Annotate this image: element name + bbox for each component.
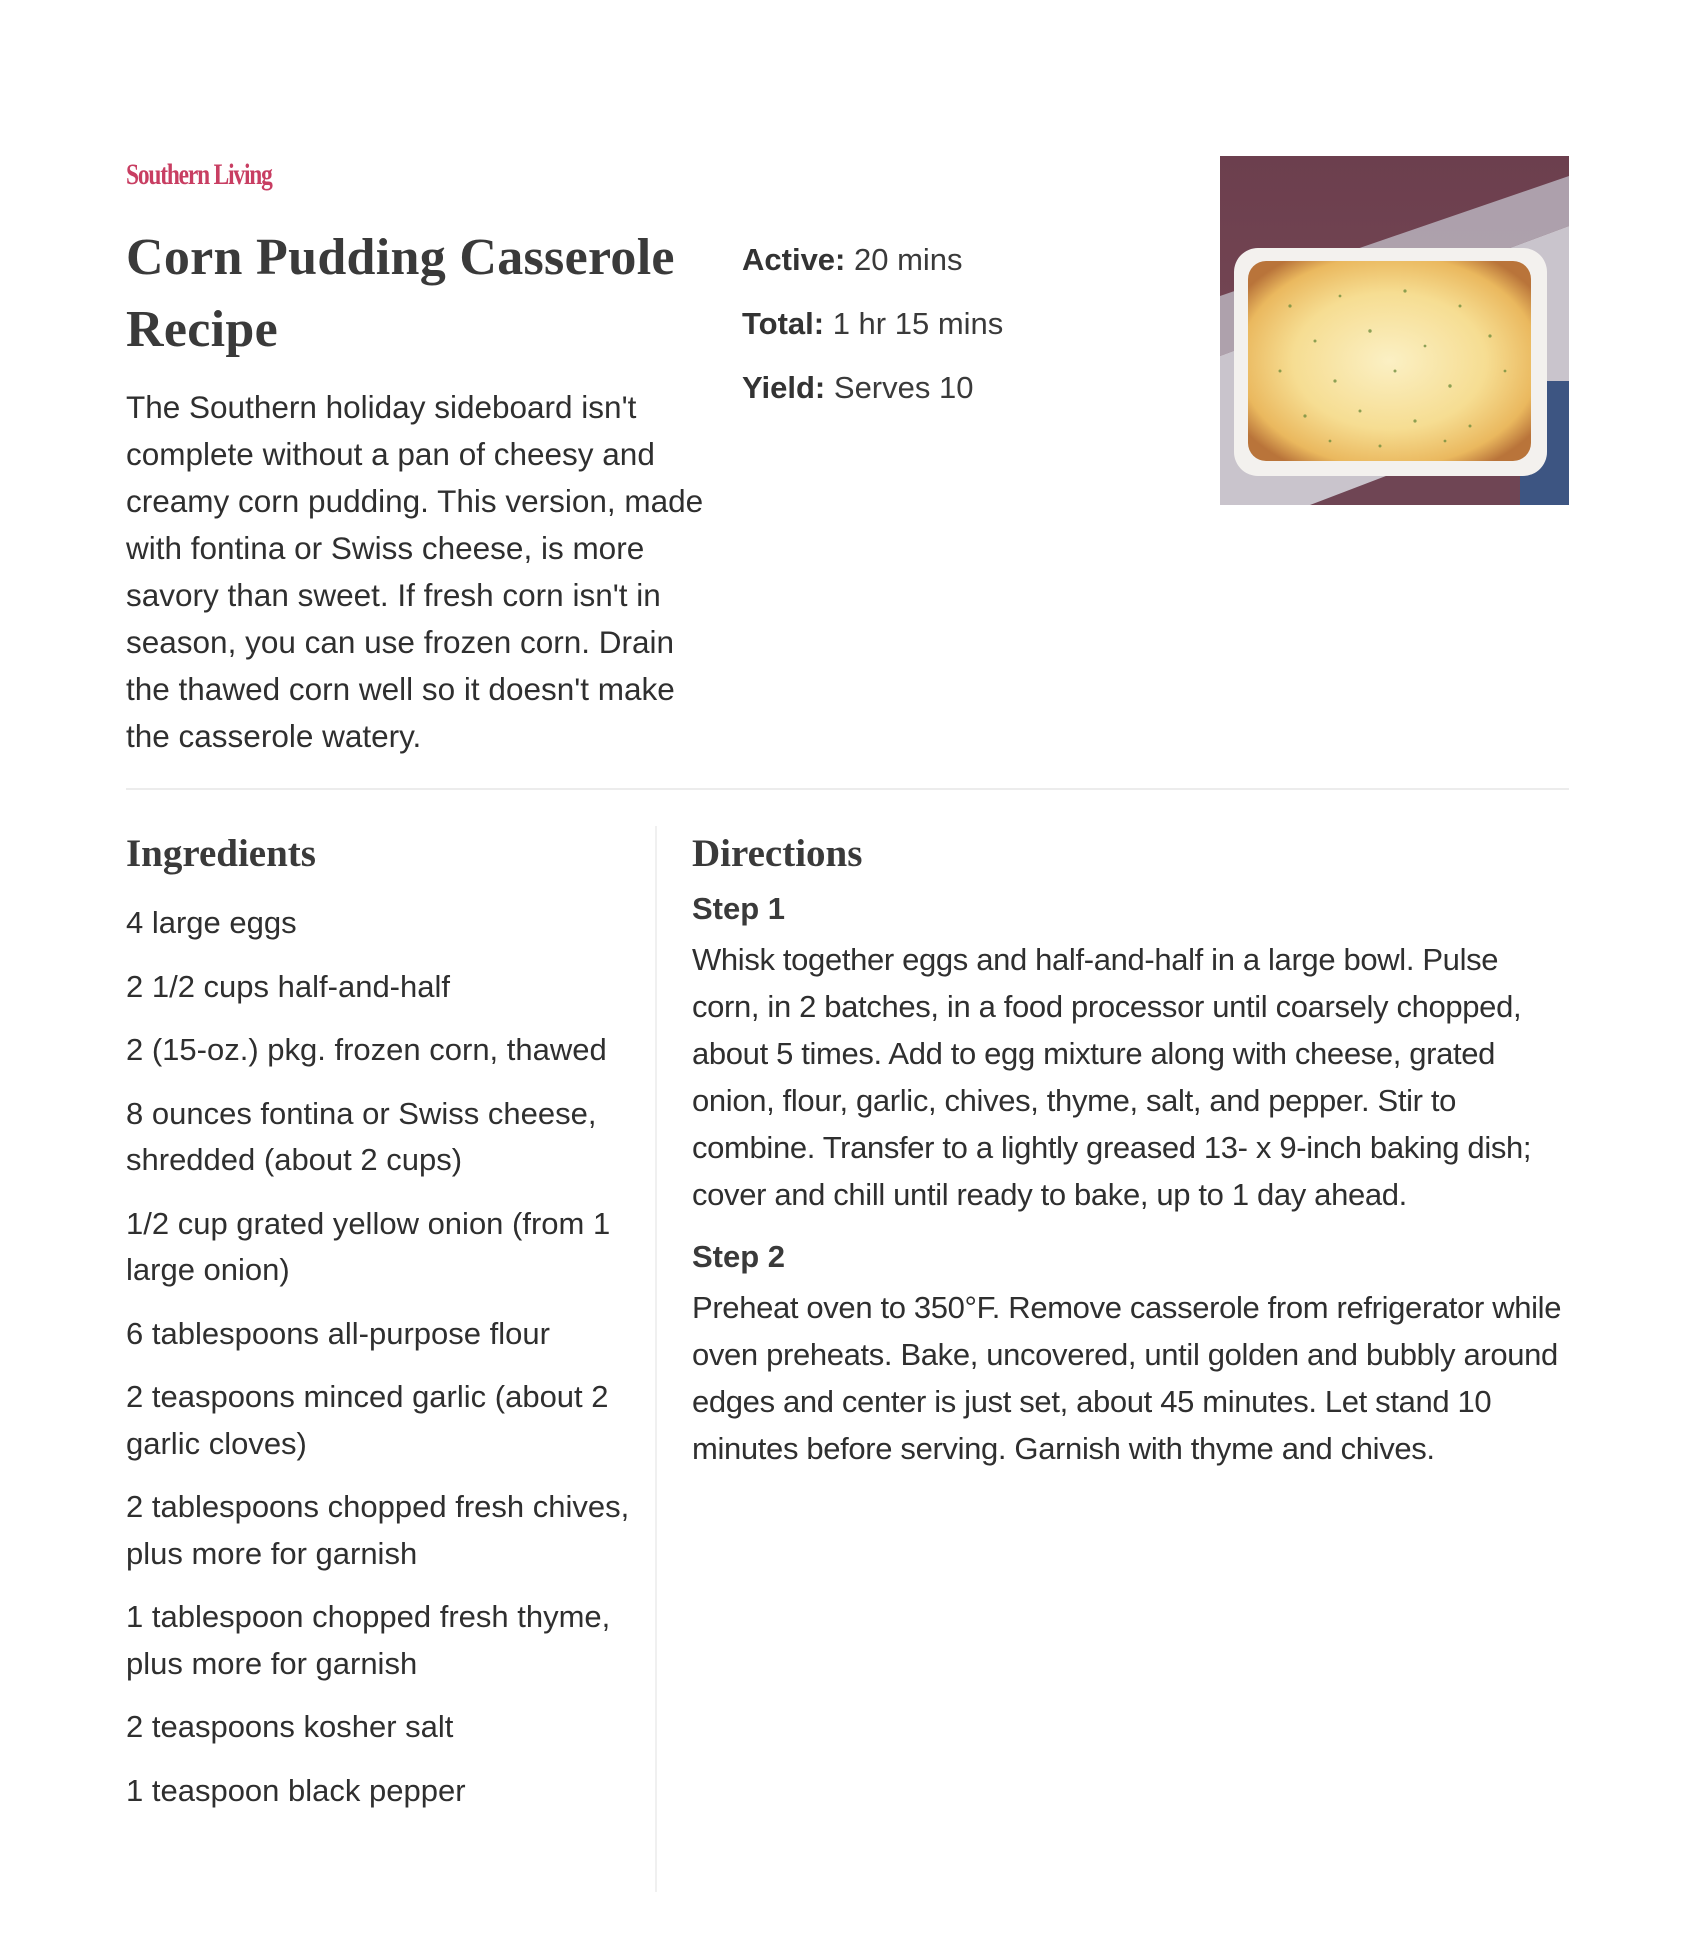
ingredient-item: 2 teaspoons minced garlic (about 2 garlic cloves)	[126, 1379, 609, 1461]
meta-value: 20 mins	[854, 242, 963, 277]
meta-label: Total:	[742, 306, 825, 341]
meta-label: Yield:	[742, 370, 826, 405]
recipe-intro: The Southern holiday sideboard isn't complete without a pan of cheesy and creamy corn pudding. This version, made with fontina or Swiss cheese, is more savory than sweet. If fresh corn isn't in season, you can use frozen corn. Drain the thawed corn well so it doesn't make the casserole watery.	[126, 389, 704, 754]
meta-value: Serves 10	[833, 370, 974, 405]
ingredient-item: 8 ounces fontina or Swiss cheese, shredded (about 2 cups)	[126, 1095, 597, 1177]
casserole-photo-icon	[1220, 156, 1569, 505]
section-divider	[126, 788, 1569, 790]
ingredients-section	[126, 830, 646, 1831]
step-label: Step 1	[692, 891, 786, 926]
recipe-title: Corn Pudding Casserole Recipe	[126, 229, 675, 358]
ingredient-item: 2 tablespoons chopped fresh chives, plus more for garnish	[126, 1489, 630, 1571]
recipe-photo[interactable]	[1220, 156, 1569, 505]
meta-label: Active:	[742, 242, 846, 277]
ingredient-item: 4 large eggs	[126, 905, 297, 940]
ingredient-item: 1 teaspoon black pepper	[126, 1772, 466, 1808]
ingredient-item: 1/2 cup grated yellow onion (from 1 large onion)	[126, 1205, 611, 1287]
brand-logo[interactable]: Southern Living	[126, 158, 272, 191]
ingredient-item: 6 tablespoons all-purpose flour	[126, 1315, 550, 1351]
step-text: Whisk together eggs and half-and-half in a large bowl. Pulse corn, in 2 batches, in a food processor until coarsely chopped, about 5 times. Add to egg mixture along with cheese, grated onion, flour, garlic, chives, thyme, salt, and pepper. Stir to combine. Transfer to a lightly greased 13- x 9-inch baking dish; cover and chill until ready to bake, up to 1 day ahead.	[692, 942, 1532, 1212]
direction-step-1	[692, 888, 1572, 1218]
meta-yield	[742, 356, 1142, 420]
ingredient-item: 1 tablespoon chopped fresh thyme, plus more for garnish	[126, 1599, 611, 1681]
directions-heading: Directions	[692, 832, 863, 875]
ingredient-item: 2 (15-oz.) pkg. frozen corn, thawed	[126, 1032, 607, 1067]
column-divider	[655, 826, 657, 1892]
meta-active	[742, 228, 1142, 292]
directions-section	[692, 830, 1572, 1486]
recipe-meta	[742, 228, 1142, 420]
ingredients-list	[126, 900, 646, 1814]
meta-total	[742, 292, 1142, 356]
ingredient-item: 2 1/2 cups half-and-half	[126, 968, 450, 1004]
ingredient-item: 2 teaspoons kosher salt	[126, 1709, 454, 1744]
step-text: Preheat oven to 350°F. Remove casserole from refrigerator while oven preheats. Bake, uncovered, until golden and bubbly around edges and center is just set, about 45 minutes. Let stand 10 minutes before serving. Garnish with thyme and chives.	[692, 1290, 1562, 1466]
ingredients-heading: Ingredients	[126, 832, 316, 875]
direction-step-2	[692, 1236, 1572, 1472]
step-label: Step 2	[692, 1239, 786, 1274]
meta-value: 1 hr 15 mins	[832, 306, 1004, 341]
